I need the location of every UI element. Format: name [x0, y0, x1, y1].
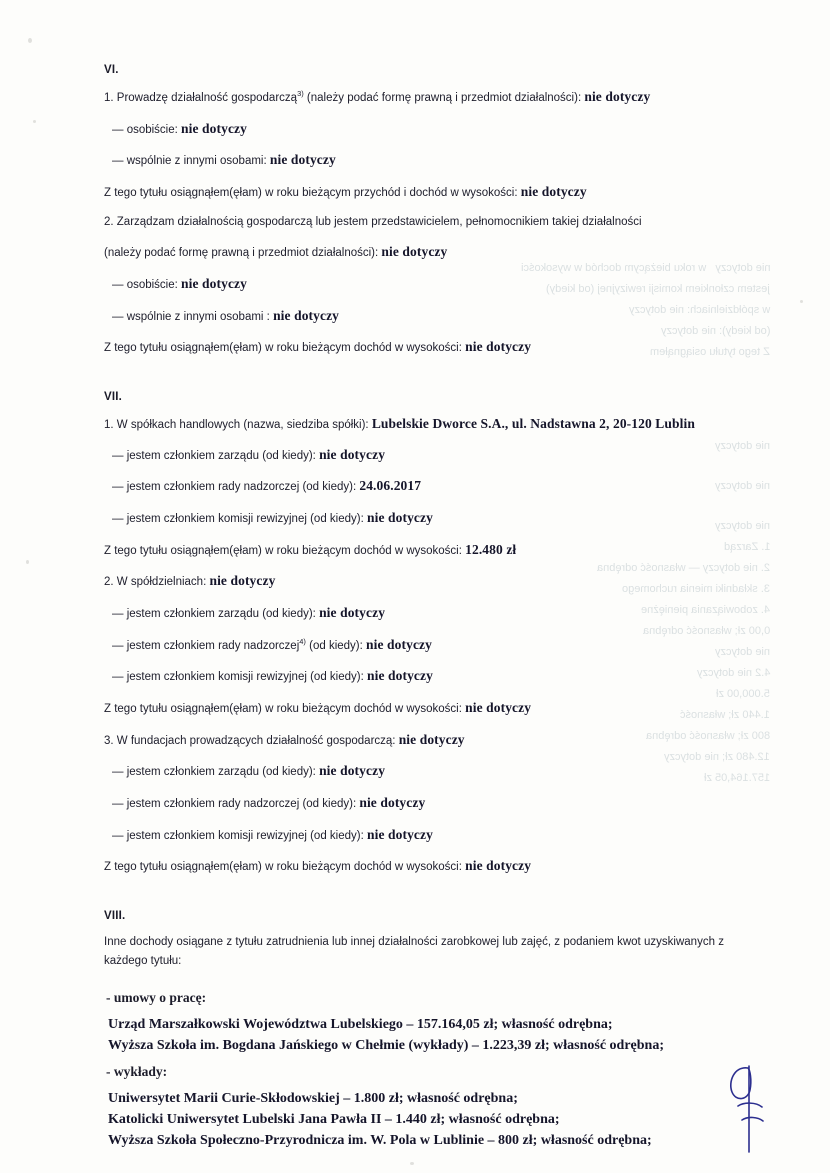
- section-viii-group1-lines: [104, 1014, 724, 1056]
- item-label: Z tego tytułu osiągnąłem(ęłam) w roku bieżącym dochód w wysokości:: [104, 342, 466, 355]
- item-label: Z tego tytułu osiągnąłem(ęłam) w roku bieżącym przychód i dochód w wysokości:: [104, 187, 521, 200]
- bleed-through-text: 1. Zarząd: [723, 541, 770, 553]
- signature-icon: [718, 1060, 788, 1160]
- document-body: [104, 64, 724, 1151]
- item-label: 1. W spółkach handlowych (nazwa, siedziba spółki):: [104, 419, 372, 432]
- item-label: Z tego tytułu osiągnąłem(ęłam) w roku bieżącym dochód w wysokości:: [104, 544, 466, 557]
- section-number-viii: VIII.: [104, 910, 126, 923]
- signature-mark: [718, 1060, 788, 1160]
- section-vii-item-3: [104, 476, 724, 496]
- bleed-through-text: 2. nie dotyczy — własność odrębna: [596, 562, 770, 574]
- item-label-cont: (należy podać formę prawną i przedmiot działalności):: [303, 92, 585, 104]
- item-label: — jestem członkiem zarządu (od kiedy):: [112, 766, 320, 779]
- item-answer: nie dotyczy: [319, 763, 386, 779]
- item-answer: nie dotyczy: [181, 120, 247, 136]
- item-answer: nie dotyczy: [181, 276, 247, 292]
- section-viii-group2-lines: [104, 1088, 724, 1151]
- item-label: — jestem członkiem komisji rewizyjnej (od kiedy):: [112, 671, 367, 684]
- item-label: Z tego tytułu osiągnąłem(ęłam) w roku bieżącym dochód w wysokości:: [104, 861, 466, 874]
- scan-speck: [26, 560, 29, 564]
- bleed-through-text: 1.440 zł; własność: [680, 709, 770, 721]
- item-answer: nie dotyczy: [381, 244, 448, 260]
- bleed-through-text: 5.000,00 zł: [716, 688, 770, 700]
- item-answer: nie dotyczy: [366, 510, 433, 526]
- section-vi-item-9: [104, 337, 724, 357]
- income-line: Uniwersytet Marii Curie-Skłodowskiej – 1.800 zł; własność odrębna;: [108, 1090, 518, 1106]
- bleed-through-text: w spółdzielniach: nie dotyczy: [628, 304, 770, 316]
- item-label: — jestem członkiem zarządu (od kiedy):: [112, 608, 320, 621]
- item-answer: nie dotyczy: [273, 307, 340, 323]
- item-label: 1. Prowadzę działalność gospodarczą: [104, 92, 298, 104]
- section-vii-item-15: [104, 856, 724, 876]
- item-answer: nie dotyczy: [269, 152, 336, 168]
- bleed-through-text: 0,00 zł; własność odrębna: [642, 625, 770, 637]
- section-gap: [104, 369, 724, 391]
- bleed-through-text: Z tego tytułu osiągnąłem: [650, 346, 770, 358]
- bleed-through-text: nie dotyczy: [714, 440, 770, 452]
- item-answer: nie dotyczy: [209, 573, 276, 589]
- section-vi-item-2: [104, 119, 724, 139]
- item-answer: Lubelskie Dworce S.A., ul. Nadstawna 2, 20-120 Lublin: [371, 416, 695, 432]
- item-label: — jestem członkiem rady nadzorczej (od kiedy):: [112, 481, 360, 494]
- item-label: Z tego tytułu osiągnąłem(ęłam) w roku bieżącym dochód w wysokości:: [104, 703, 466, 716]
- item-label: — wspólnie z innymi osobami:: [112, 155, 270, 168]
- bleed-through-text: 3. składniki mienia ruchomego: [622, 583, 770, 595]
- spacer: [104, 1056, 724, 1064]
- section-number-vii: VII.: [104, 391, 123, 404]
- item-label: (należy podać formę prawną i przedmiot działalności):: [104, 247, 382, 260]
- item-label: — jestem członkiem rady nadzorczej: [112, 639, 300, 652]
- item-answer: nie dotyczy: [359, 795, 426, 811]
- section-vii-item-5: [104, 540, 724, 560]
- section-vii-item-10: [104, 698, 724, 718]
- bleed-through-text: nie dotyczy: [714, 646, 770, 658]
- item-answer: nie dotyczy: [319, 605, 386, 621]
- section-vi-item-5: [104, 214, 724, 231]
- bleed-through-text: 4. zobowiązania pieniężne: [640, 604, 770, 616]
- section-vii-item-4: [104, 508, 724, 528]
- item-label: 2. Zarządzam działalnością gospodarczą lub jestem przedstawicielem, pełnomocnikiem takiej działalności: [104, 215, 642, 228]
- item-label: — jestem członkiem komisji rewizyjnej (od kiedy):: [112, 829, 367, 842]
- footnote-marker: 4): [299, 636, 306, 646]
- section-viii-intro: Inne dochody osiągane z tytułu zatrudnienia lub innej działalności zarobkowej lub zajęć, z podaniem kwot uzyskiwanych z każdego tytułu:: [104, 936, 724, 967]
- spacer: [104, 982, 724, 990]
- section-vii-item-12: [104, 761, 724, 781]
- item-answer: 24.06.2017: [359, 478, 422, 494]
- bleed-through-text: 157.164,05 zł: [703, 772, 770, 784]
- item-answer: nie dotyczy: [398, 731, 465, 747]
- section-vi-item-1: [104, 87, 724, 107]
- section-vii-item-9: [104, 666, 724, 686]
- item-answer: nie dotyczy: [520, 184, 587, 200]
- section-viii-group1-label: - umowy o pracę:: [106, 989, 207, 1005]
- bleed-through-text: (od kiedy): nie dotyczy: [660, 325, 770, 337]
- item-answer: nie dotyczy: [319, 446, 386, 462]
- item-answer: nie dotyczy: [465, 339, 532, 355]
- item-label: — jestem członkiem zarządu (od kiedy):: [112, 449, 320, 462]
- section-vii-item-2: [104, 445, 724, 465]
- scan-speck: [410, 1162, 414, 1165]
- bleed-through-text: 800 zł; własność odrębna: [645, 730, 770, 742]
- item-label: — wspólnie z innymi osobami :: [112, 310, 274, 323]
- section-vi-item-6: [104, 242, 724, 262]
- income-line: Wyższa Szkoła Społeczno-Przyrodnicza im. W. Pola w Lublinie – 800 zł; własność odrębna;: [108, 1132, 652, 1148]
- item-answer: nie dotyczy: [584, 89, 651, 104]
- bleed-through-text: 12.480 zł; nie dotyczy: [664, 751, 770, 763]
- section-vii-item-7: [104, 603, 724, 623]
- item-answer: nie dotyczy: [465, 700, 532, 716]
- scan-speck: [800, 300, 803, 303]
- item-label: 3. W fundacjach prowadzących działalność gospodarczą:: [104, 734, 399, 747]
- section-viii-group2-label: - wykłady:: [106, 1063, 168, 1079]
- section-vii-item-11: [104, 730, 724, 750]
- section-number-vi: VI.: [104, 64, 119, 76]
- item-label: — jestem członkiem komisji rewizyjnej (od kiedy):: [112, 513, 367, 526]
- item-answer: nie dotyczy: [366, 668, 433, 684]
- section-vi-item-3: [104, 150, 724, 170]
- section-vi-item-8: [104, 306, 724, 326]
- income-line: Wyższa Szkoła im. Bogdana Jańskiego w Chełmie (wykłady) – 1.223,39 zł; własność odrębna;: [108, 1037, 665, 1053]
- section-vii-item-1: [104, 414, 724, 434]
- item-label: — osobiście:: [112, 123, 182, 136]
- section-vii-item-14: [104, 825, 724, 845]
- item-answer: nie dotyczy: [465, 858, 532, 874]
- bleed-through-text: nie dotyczy: [714, 520, 770, 532]
- item-answer: nie dotyczy: [366, 826, 433, 842]
- scan-speck: [28, 38, 32, 43]
- scan-speck: [33, 120, 36, 123]
- section-vii-item-6: [104, 571, 724, 591]
- bleed-through-text: nie dotyczy: [714, 480, 770, 492]
- section-vi-item-4: [104, 182, 724, 202]
- section-vi-item-7: [104, 274, 724, 294]
- bleed-through-text: nie dotyczy w roku bieżącym dochód w wysokości: [520, 262, 770, 274]
- item-answer: nie dotyczy: [366, 636, 432, 652]
- item-label: 2. W spółdzielniach:: [104, 576, 210, 589]
- section-vii-item-8: [104, 635, 724, 655]
- income-line: Urząd Marszałkowski Województwa Lubelskiego – 157.164,05 zł; własność odrębna;: [108, 1016, 613, 1032]
- income-line: Katolicki Uniwersytet Lubelski Jana Pawła II – 1.440 zł; własność odrębna;: [108, 1111, 560, 1127]
- bleed-through-text: 4.2 nie dotyczy: [696, 667, 770, 679]
- item-label: — osobiście:: [112, 279, 182, 292]
- item-answer: 12.480 zł: [465, 541, 517, 557]
- section-gap: [104, 888, 724, 910]
- item-label-cont: (od kiedy):: [305, 639, 367, 652]
- item-label: — jestem członkiem rady nadzorczej (od kiedy):: [112, 798, 360, 811]
- footnote-marker: 3): [297, 89, 304, 99]
- bleed-through-text: jestem członkiem komisji rewizyjnej (od kiedy): [546, 283, 770, 295]
- section-vii-item-13: [104, 793, 724, 813]
